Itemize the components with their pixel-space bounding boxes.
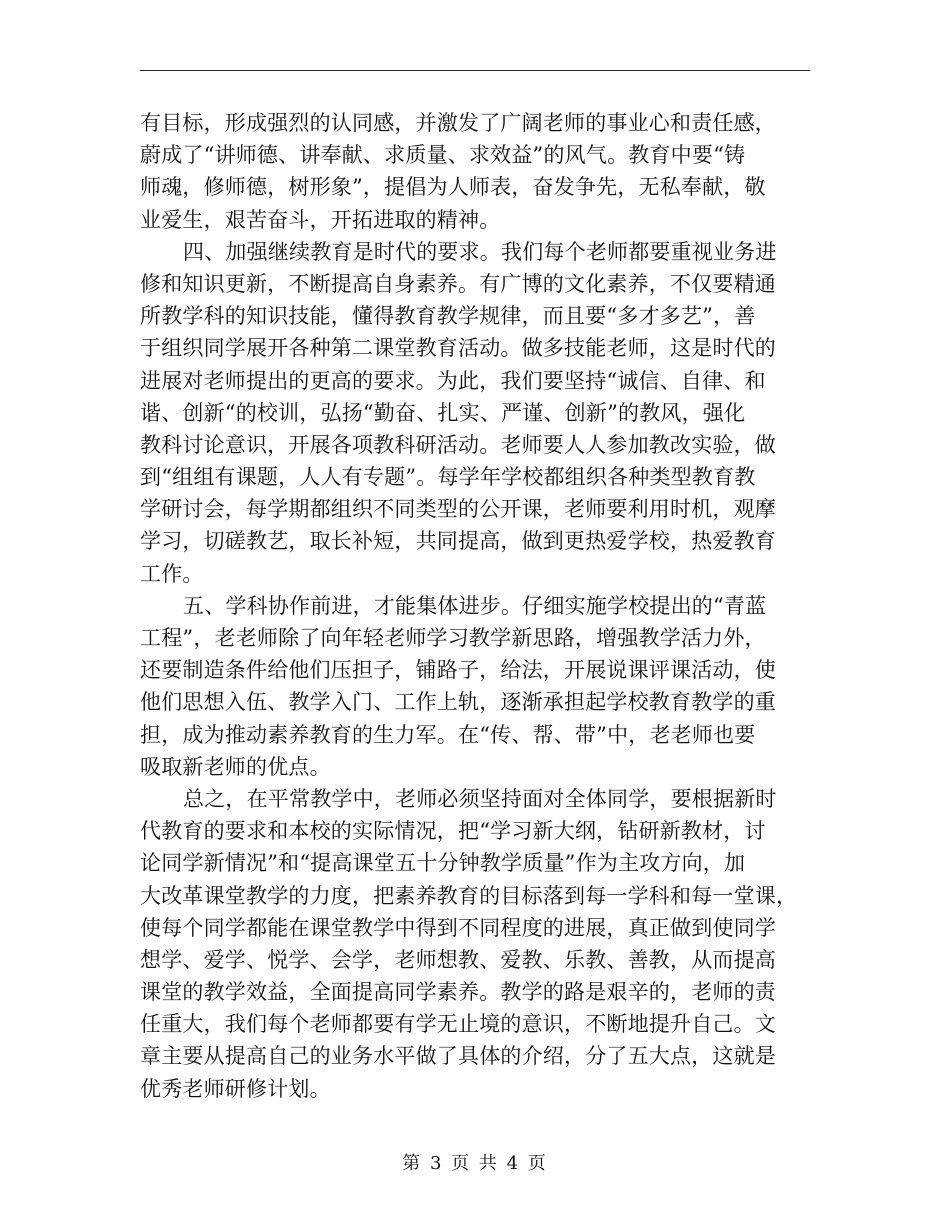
paragraph-line: 谐、创新“的校训，弘扬“勤奋、扎实、严谨、创新”的教风，强化 bbox=[140, 400, 746, 425]
paragraph-line: 到“组组有课题，人人有专题”。每学年学校都组织各种类型教育教 bbox=[140, 465, 756, 490]
paragraph bbox=[140, 590, 812, 783]
paragraph-line: 还要制造条件给他们压担子，铺路子，给法，开展说课评课活动，使 bbox=[140, 658, 776, 683]
paragraph-line: 章主要从提高自己的业务水平做了具体的介绍，分了五大点，这就是 bbox=[140, 1044, 776, 1069]
paragraph-line: 任重大，我们每个老师都要有学无止境的意识，不断地提升自己。文 bbox=[140, 1012, 776, 1037]
paragraph-line: 所教学科的知识技能，懂得教育教学规律，而且要“多才多艺”，善 bbox=[140, 304, 756, 329]
paragraph-line: 于组织同学展开各种第二课堂教育活动。做多技能老师，这是时代的 bbox=[140, 336, 776, 361]
paragraph-line: 课堂的教学效益，全面提高同学素养。教学的路是艰辛的，老师的责 bbox=[140, 980, 776, 1005]
paragraph-line: 代教育的要求和本校的实际情况，把“学习新大纲，钻研新教材，讨 bbox=[140, 819, 766, 844]
header-rule bbox=[140, 70, 810, 71]
paragraph-line: 学研讨会，每学期都组织不同类型的公开课，老师要利用时机，观摩 bbox=[140, 497, 776, 522]
paragraph-line: 想学、爱学、悦学、会学，老师想教、爱教、乐教、善教，从而提高 bbox=[140, 947, 776, 972]
paragraph-line: 教科讨论意识，开展各项教科研活动。老师要人人参加教改实验，做 bbox=[140, 432, 776, 457]
paragraph-line: 优秀老师研修计划。 bbox=[140, 1076, 331, 1101]
page-number-footer: 第 3 页 共 4 页 bbox=[402, 1153, 548, 1174]
paragraph-line: 修和知识更新，不断提高自身素养。有广博的文化素养，不仅要精通 bbox=[140, 271, 776, 296]
paragraph-line: 学习，切磋教艺，取长补短，共同提高，做到更热爱学校，热爱教育 bbox=[140, 529, 776, 554]
paragraph-line: 师魂，修师德，树形象”，提倡为人师表，奋发争先，无私奉献，敬 bbox=[140, 175, 766, 200]
paragraph-line: 有目标，形成强烈的认同感，并激发了广阔老师的事业心和责任感， bbox=[140, 111, 776, 135]
paragraph-line: 总之，在平常教学中，老师必须坚持面对全体同学，要根据新时 bbox=[183, 786, 777, 811]
paragraph bbox=[140, 107, 812, 236]
paragraph-line: 使每个同学都能在课堂教学中得到不同程度的进展，真正做到使同学 bbox=[140, 915, 776, 940]
paragraph-line: 担，成为推动素养教育的生力军。在“传、帮、带”中，老老师也要 bbox=[140, 722, 756, 747]
paragraph-line: 他们思想入伍、教学入门、工作上轨，逐渐承担起学校教育教学的重 bbox=[140, 690, 776, 715]
paragraph-line: 工作。 bbox=[140, 561, 204, 586]
document-body bbox=[140, 107, 812, 1105]
paragraph-line: 五、学科协作前进，才能集体进步。仔细实施学校提出的“青蓝 bbox=[183, 593, 767, 618]
paragraph-line: 进展对老师提出的更高的要求。为此，我们要坚持“诚信、自律、和 bbox=[140, 368, 766, 393]
paragraph-line: 吸取新老师的优点。 bbox=[140, 754, 331, 779]
paragraph bbox=[140, 783, 812, 1105]
paragraph-line: 蔚成了“讲师德、讲奉献、求质量、求效益”的风气。教育中要“铸 bbox=[140, 143, 746, 168]
paragraph-line: 大改革课堂教学的力度，把素养教育的目标落到每一学科和每一堂课， bbox=[140, 883, 798, 908]
paragraph-line: 四、加强继续教育是时代的要求。我们每个老师都要重视业务进 bbox=[183, 239, 777, 264]
paragraph-line: 工程”，老老师除了向年轻老师学习教学新思路，增强教学活力外， bbox=[140, 626, 766, 650]
paragraph-line: 业爱生，艰苦奋斗，开拓进取的精神。 bbox=[140, 207, 501, 232]
paragraph bbox=[140, 236, 812, 590]
paragraph-line: 论同学新情况”和“提高课堂五十分钟教学质量”作为主攻方向，加 bbox=[140, 851, 746, 876]
